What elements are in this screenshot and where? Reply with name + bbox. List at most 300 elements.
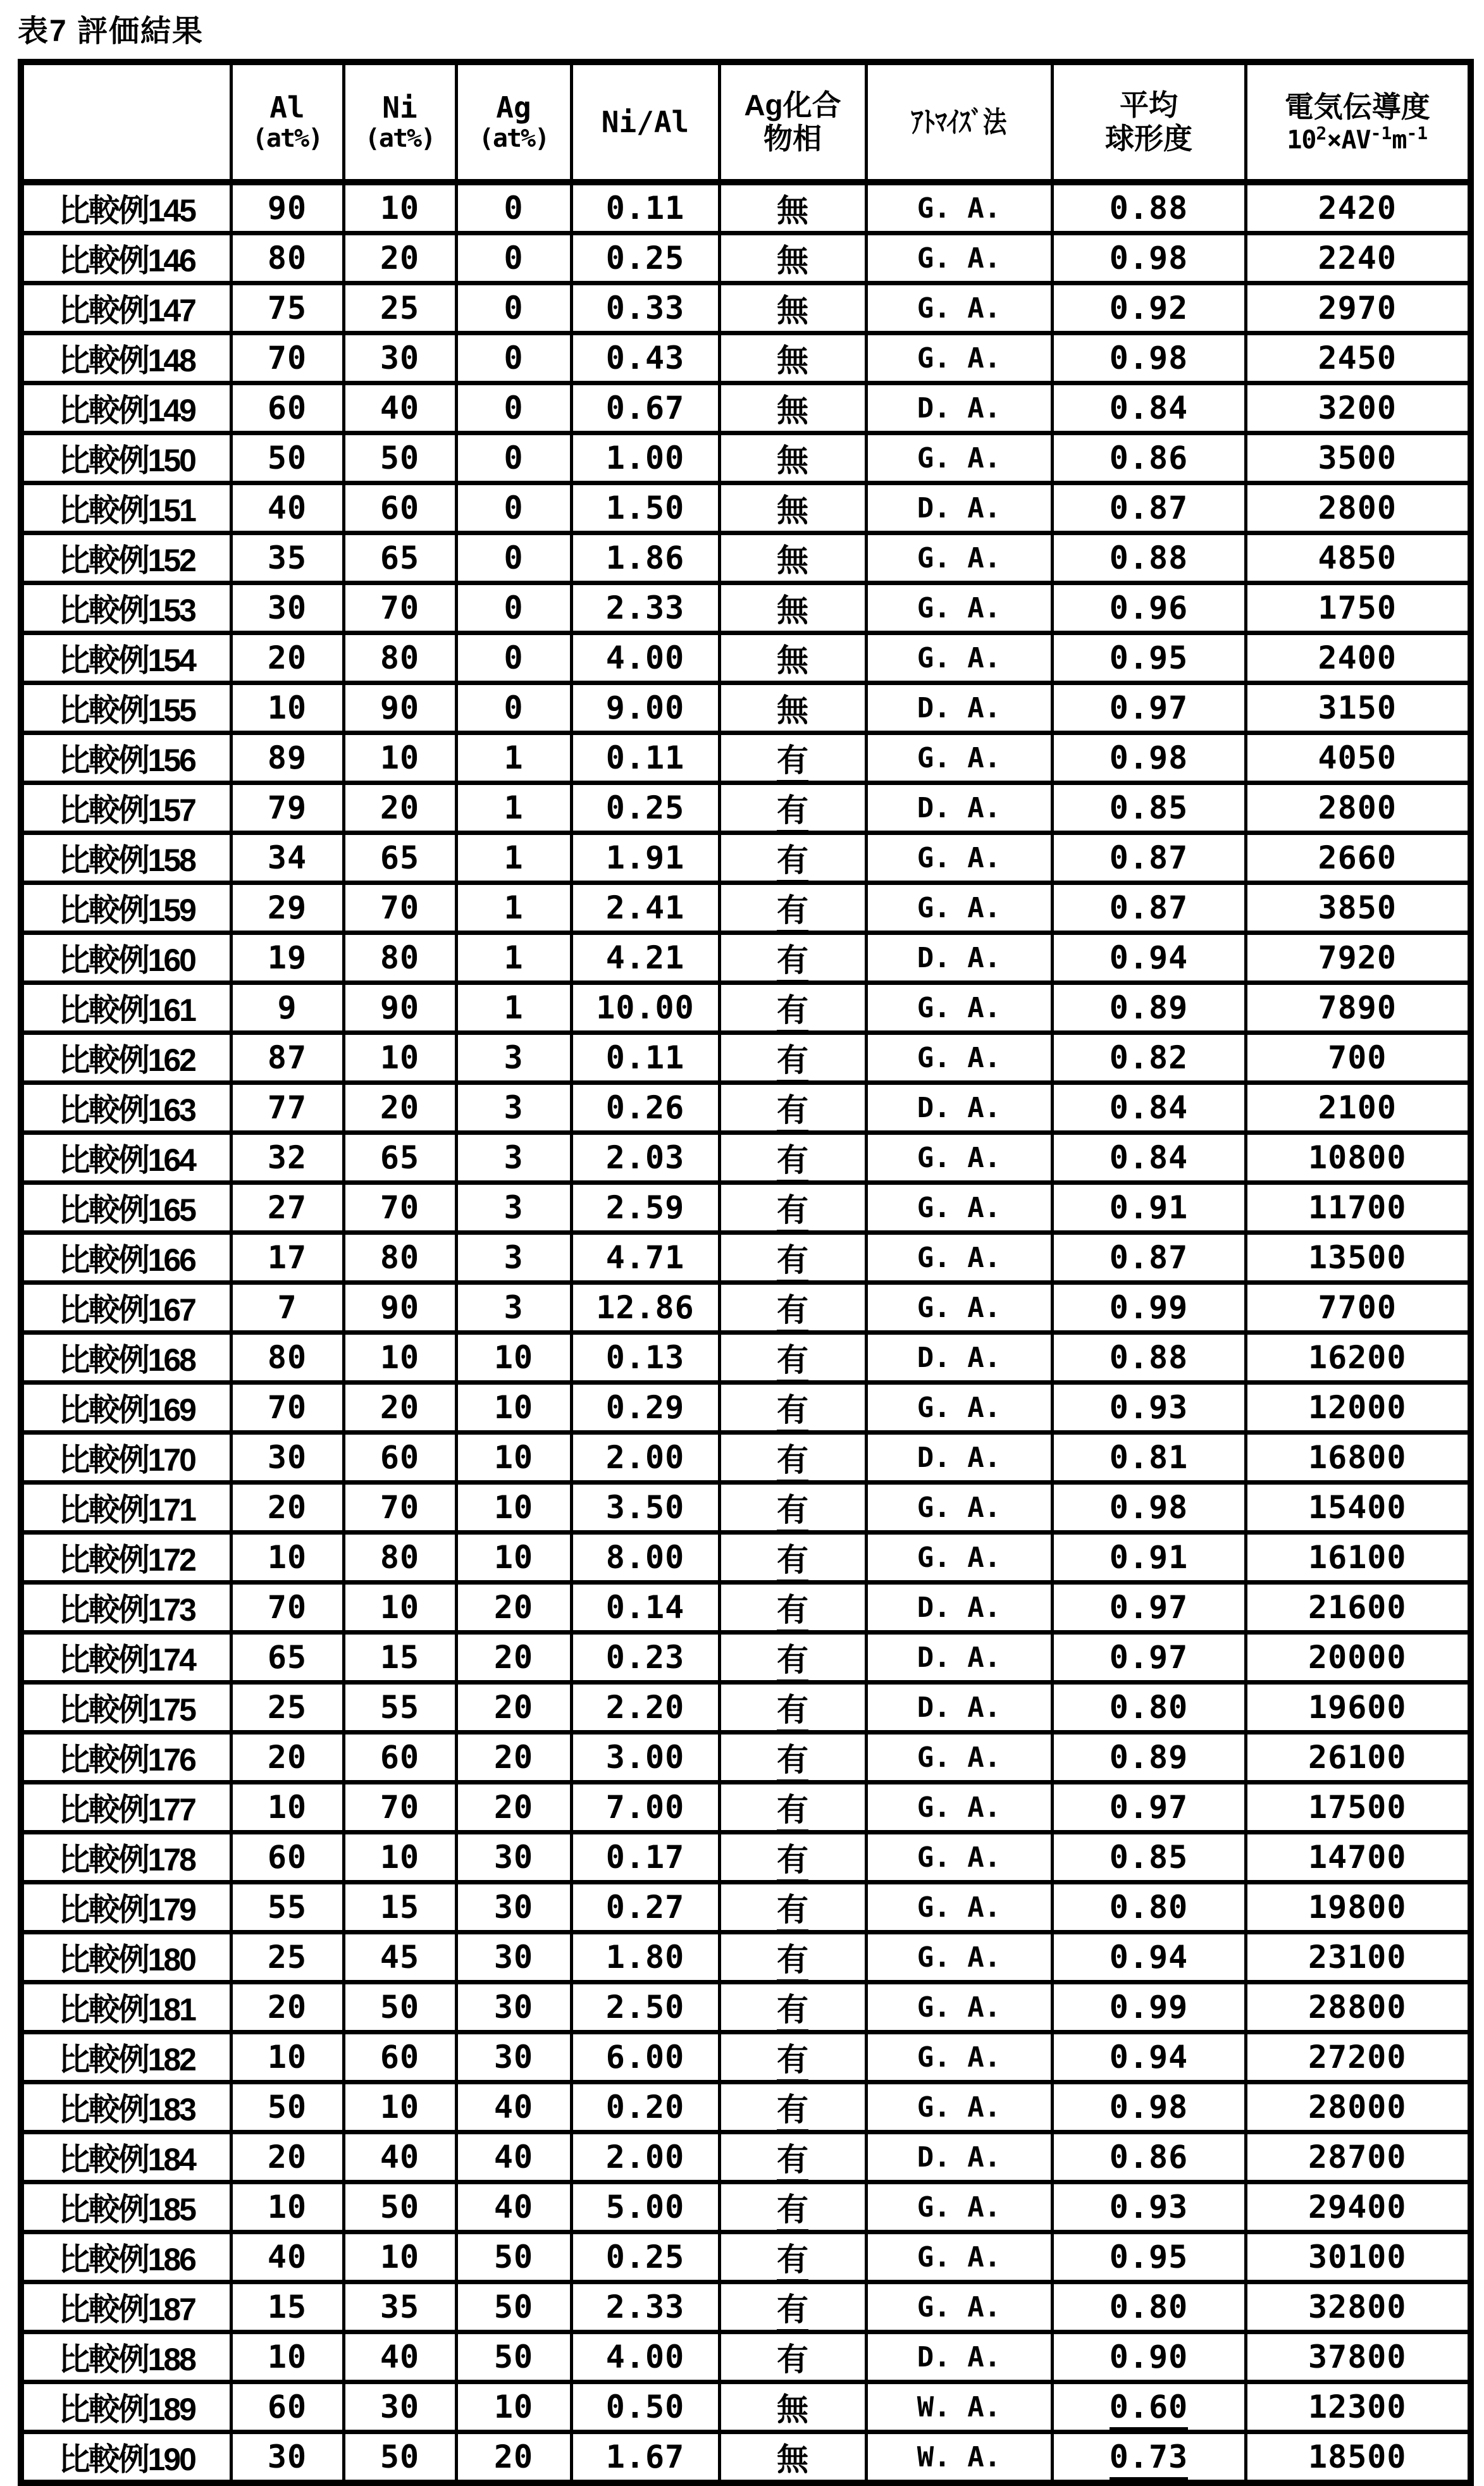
cell-sphericity: 0.85 [1052,783,1246,833]
cell-sphericity: 0.87 [1052,833,1246,883]
cell-ni-al: 8.00 [571,1533,719,1583]
cell-ni: 70 [343,883,456,933]
cell-sphericity: 0.97 [1052,1583,1246,1633]
cell-phase: 有 [719,1583,866,1633]
cell-phase: 無 [719,182,866,233]
cell-conductivity: 3200 [1246,383,1471,433]
table-row [21,383,1471,433]
cell-phase: 有 [719,2182,866,2232]
cell-sphericity: 0.60 [1052,2382,1246,2432]
cell-al: 79 [231,783,343,833]
cell-sphericity: 0.84 [1052,383,1246,433]
cell-sphericity: 0.94 [1052,2032,1246,2082]
cell-ag: 50 [456,2232,571,2282]
cell-ag: 3 [456,1083,571,1133]
cell-method: G. A. [866,1383,1052,1433]
cell-phase: 有 [719,1433,866,1483]
cell-ni-al: 5.00 [571,2182,719,2232]
cell-sphericity: 0.96 [1052,583,1246,633]
cell-ag: 3 [456,1283,571,1333]
cell-ni-al: 0.14 [571,1583,719,1633]
table-row [21,2082,1471,2132]
cell-label: 比較例169 [21,1383,231,1433]
cell-ni-al: 2.33 [571,2282,719,2332]
cell-phase: 有 [719,2032,866,2082]
cell-method: D. A. [866,383,1052,433]
table-row [21,1733,1471,1783]
cell-label: 比較例176 [21,1733,231,1783]
cell-al: 32 [231,1133,343,1183]
cell-ni: 10 [343,1333,456,1383]
cell-sphericity: 0.91 [1052,1533,1246,1583]
cell-ni-al: 2.59 [571,1183,719,1233]
cell-conductivity: 29400 [1246,2182,1471,2232]
cell-phase: 無 [719,2432,866,2483]
cell-conductivity: 16200 [1246,1333,1471,1383]
cell-phase: 有 [719,783,866,833]
cell-conductivity: 20000 [1246,1633,1471,1683]
cell-phase: 有 [719,2282,866,2332]
table-row [21,933,1471,983]
cell-method: G. A. [866,733,1052,783]
table-row [21,1633,1471,1683]
cell-ni-al: 0.11 [571,182,719,233]
cell-al: 7 [231,1283,343,1333]
cell-conductivity: 21600 [1246,1583,1471,1633]
cell-conductivity: 28000 [1246,2082,1471,2132]
cell-conductivity: 3500 [1246,433,1471,483]
cell-ni: 45 [343,1933,456,1982]
cell-ni-al: 0.43 [571,333,719,383]
cell-conductivity: 12000 [1246,1383,1471,1433]
cell-ni: 90 [343,983,456,1033]
cell-ni: 80 [343,933,456,983]
cell-method: D. A. [866,783,1052,833]
cell-al: 20 [231,1982,343,2032]
cell-sphericity: 0.80 [1052,2282,1246,2332]
cell-ag: 0 [456,483,571,533]
cell-phase: 有 [719,933,866,983]
table-row [21,2232,1471,2282]
cell-label: 比較例150 [21,433,231,483]
cell-label: 比較例179 [21,1883,231,1933]
cell-al: 89 [231,733,343,783]
cell-conductivity: 7890 [1246,983,1471,1033]
cell-method: W. A. [866,2382,1052,2432]
cell-sphericity: 0.94 [1052,1933,1246,1982]
cell-ag: 0 [456,433,571,483]
cell-ni: 40 [343,2132,456,2182]
cell-ag: 30 [456,1982,571,2032]
table-row [21,433,1471,483]
cell-sphericity: 0.85 [1052,1833,1246,1883]
cell-phase: 有 [719,1133,866,1183]
cell-ni: 40 [343,2332,456,2382]
cell-ni-al: 4.00 [571,2332,719,2382]
cell-conductivity: 7700 [1246,1283,1471,1333]
cell-ni-al: 0.25 [571,783,719,833]
cell-al: 30 [231,1433,343,1483]
cell-method: D. A. [866,1683,1052,1733]
cell-ag: 0 [456,233,571,283]
table-row [21,1583,1471,1633]
cell-conductivity: 2450 [1246,333,1471,383]
cell-ni-al: 0.50 [571,2382,719,2432]
table-row [21,983,1471,1033]
cell-label: 比較例177 [21,1783,231,1833]
cell-conductivity: 17500 [1246,1783,1471,1833]
cell-label: 比較例184 [21,2132,231,2182]
cell-phase: 有 [719,883,866,933]
cell-label: 比較例170 [21,1433,231,1483]
cell-ni-al: 0.25 [571,233,719,283]
cell-label: 比較例154 [21,633,231,683]
cell-phase: 無 [719,283,866,333]
cell-conductivity: 16800 [1246,1433,1471,1483]
cell-method: G. A. [866,1033,1052,1083]
cell-label: 比較例172 [21,1533,231,1583]
cell-method: G. A. [866,283,1052,333]
cell-ag: 10 [456,1383,571,1433]
table-row [21,833,1471,883]
cell-method: D. A. [866,2132,1052,2182]
cell-ag: 0 [456,182,571,233]
cell-method: G. A. [866,1982,1052,2032]
cell-ni: 80 [343,1533,456,1583]
cell-phase: 有 [719,1933,866,1982]
table-row [21,1283,1471,1333]
cell-al: 20 [231,1483,343,1533]
cell-ni: 10 [343,182,456,233]
table-row [21,1183,1471,1233]
cell-ni: 10 [343,1583,456,1633]
cell-al: 40 [231,2232,343,2282]
cell-label: 比較例165 [21,1183,231,1233]
cell-method: D. A. [866,2332,1052,2382]
cell-al: 50 [231,2082,343,2132]
cell-sphericity: 0.95 [1052,633,1246,683]
cell-phase: 有 [719,1483,866,1533]
table-row [21,1533,1471,1583]
cell-phase: 有 [719,833,866,883]
cell-al: 40 [231,483,343,533]
cell-conductivity: 13500 [1246,1233,1471,1283]
cell-method: D. A. [866,683,1052,733]
cell-ag: 20 [456,1633,571,1683]
cell-phase: 無 [719,433,866,483]
cell-phase: 有 [719,1633,866,1683]
cell-conductivity: 23100 [1246,1933,1471,1982]
cell-phase: 有 [719,1833,866,1883]
cell-ni: 55 [343,1683,456,1733]
cell-method: G. A. [866,2032,1052,2082]
cell-ni-al: 0.20 [571,2082,719,2132]
cell-sphericity: 0.99 [1052,1982,1246,2032]
cell-ni: 10 [343,1033,456,1083]
cell-method: D. A. [866,483,1052,533]
cell-al: 19 [231,933,343,983]
cell-ag: 30 [456,1883,571,1933]
cell-ag: 10 [456,1533,571,1583]
cell-ni-al: 0.11 [571,733,719,783]
cell-sphericity: 0.98 [1052,1483,1246,1533]
cell-conductivity: 37800 [1246,2332,1471,2382]
cell-method: G. A. [866,1783,1052,1833]
table-row [21,2132,1471,2182]
cell-al: 25 [231,1933,343,1982]
cell-ni-al: 0.29 [571,1383,719,1433]
cell-ni: 60 [343,1733,456,1783]
cell-phase: 有 [719,1383,866,1433]
cell-method: G. A. [866,1133,1052,1183]
cell-label: 比較例153 [21,583,231,633]
table-row [21,733,1471,783]
cell-ag: 10 [456,1333,571,1383]
cell-label: 比較例164 [21,1133,231,1183]
cell-al: 55 [231,1883,343,1933]
cell-ni-al: 2.03 [571,1133,719,1183]
cell-phase: 有 [719,1783,866,1833]
cell-al: 50 [231,433,343,483]
table-row [21,182,1471,233]
cell-ni-al: 6.00 [571,2032,719,2082]
cell-conductivity: 32800 [1246,2282,1471,2332]
cell-method: G. A. [866,1883,1052,1933]
table-row [21,1982,1471,2032]
table-row [21,1083,1471,1133]
cell-phase: 有 [719,1283,866,1333]
cell-phase: 有 [719,1883,866,1933]
cell-method: G. A. [866,1833,1052,1883]
table-row [21,1233,1471,1283]
cell-ni-al: 4.71 [571,1233,719,1283]
cell-ni: 50 [343,433,456,483]
cell-label: 比較例190 [21,2432,231,2483]
cell-label: 比較例168 [21,1333,231,1383]
cell-label: 比較例167 [21,1283,231,1333]
cell-conductivity: 11700 [1246,1183,1471,1233]
cell-conductivity: 2240 [1246,233,1471,283]
cell-al: 30 [231,2432,343,2483]
cell-ni: 70 [343,1483,456,1533]
cell-ni: 80 [343,1233,456,1283]
cell-label: 比較例187 [21,2282,231,2332]
cell-ag: 0 [456,583,571,633]
cell-label: 比較例149 [21,383,231,433]
cell-conductivity: 30100 [1246,2232,1471,2282]
cell-method: D. A. [866,1433,1052,1483]
header-blank [21,62,231,182]
cell-ni: 50 [343,2182,456,2232]
cell-label: 比較例183 [21,2082,231,2132]
cell-method: G. A. [866,1183,1052,1233]
cell-conductivity: 7920 [1246,933,1471,983]
cell-ag: 10 [456,1433,571,1483]
cell-method: G. A. [866,883,1052,933]
cell-ni: 20 [343,233,456,283]
cell-ni-al: 4.21 [571,933,719,983]
cell-ag: 3 [456,1233,571,1283]
document-page [18,6,1468,2486]
table-row [21,1933,1471,1982]
cell-ni: 90 [343,1283,456,1333]
cell-phase: 有 [719,1183,866,1233]
cell-ni: 40 [343,383,456,433]
cell-sphericity: 0.92 [1052,283,1246,333]
cell-method: G. A. [866,1233,1052,1283]
cell-ag: 20 [456,1583,571,1633]
cell-ni: 15 [343,1883,456,1933]
cell-ni: 60 [343,1433,456,1483]
cell-label: 比較例158 [21,833,231,883]
cell-ni: 60 [343,2032,456,2082]
cell-al: 60 [231,383,343,433]
cell-al: 60 [231,2382,343,2432]
cell-ag: 40 [456,2182,571,2232]
table-row [21,683,1471,733]
cell-ni: 30 [343,2382,456,2432]
cell-conductivity: 28700 [1246,2132,1471,2182]
cell-label: 比較例189 [21,2382,231,2432]
cell-conductivity: 2800 [1246,483,1471,533]
cell-conductivity: 4850 [1246,533,1471,583]
cell-ag: 20 [456,1783,571,1833]
cell-method: G. A. [866,2182,1052,2232]
cell-phase: 無 [719,383,866,433]
cell-ni-al: 3.00 [571,1733,719,1783]
cell-ag: 3 [456,1133,571,1183]
cell-ag: 30 [456,1933,571,1982]
cell-sphericity: 0.97 [1052,1633,1246,1683]
cell-ni: 10 [343,2082,456,2132]
cell-ni-al: 2.20 [571,1683,719,1733]
cell-sphericity: 0.98 [1052,2082,1246,2132]
cell-sphericity: 0.98 [1052,733,1246,783]
cell-conductivity: 2970 [1246,283,1471,333]
cell-phase: 無 [719,333,866,383]
table-row [21,1433,1471,1483]
cell-al: 30 [231,583,343,633]
table-row [21,783,1471,833]
cell-phase: 有 [719,1683,866,1733]
cell-phase: 有 [719,2232,866,2282]
cell-label: 比較例157 [21,783,231,833]
cell-al: 20 [231,633,343,683]
cell-ag: 3 [456,1183,571,1233]
cell-method: G. A. [866,633,1052,683]
cell-label: 比較例148 [21,333,231,383]
cell-method: G. A. [866,1483,1052,1533]
cell-ni-al: 0.17 [571,1833,719,1883]
cell-conductivity: 4050 [1246,733,1471,783]
cell-sphericity: 0.97 [1052,1783,1246,1833]
cell-ag: 40 [456,2082,571,2132]
table-row [21,1783,1471,1833]
cell-ni: 20 [343,1383,456,1433]
cell-method: G. A. [866,583,1052,633]
cell-ni-al: 0.27 [571,1883,719,1933]
header-ni: Ni (at%) [343,62,456,182]
cell-conductivity: 19800 [1246,1883,1471,1933]
cell-ni-al: 9.00 [571,683,719,733]
cell-sphericity: 0.93 [1052,1383,1246,1433]
cell-phase: 有 [719,983,866,1033]
table-row [21,2332,1471,2382]
cell-ag: 50 [456,2282,571,2332]
cell-method: G. A. [866,2232,1052,2282]
table-row [21,333,1471,383]
cell-sphericity: 0.95 [1052,2232,1246,2282]
table-row [21,2382,1471,2432]
cell-ni: 10 [343,2232,456,2282]
cell-method: W. A. [866,2432,1052,2483]
cell-al: 10 [231,1783,343,1833]
cell-ni: 30 [343,333,456,383]
cell-al: 10 [231,2032,343,2082]
cell-ni-al: 0.25 [571,2232,719,2282]
table-row [21,1683,1471,1733]
cell-ag: 10 [456,1483,571,1533]
cell-label: 比較例162 [21,1033,231,1083]
cell-ni-al: 1.00 [571,433,719,483]
cell-conductivity: 700 [1246,1033,1471,1083]
cell-conductivity: 16100 [1246,1533,1471,1583]
cell-ni-al: 2.00 [571,1433,719,1483]
cell-al: 10 [231,1533,343,1583]
cell-al: 75 [231,283,343,333]
cell-sphericity: 0.89 [1052,983,1246,1033]
cell-ag: 30 [456,1833,571,1883]
cell-sphericity: 0.87 [1052,1233,1246,1283]
cell-conductivity: 19600 [1246,1683,1471,1733]
cell-phase: 無 [719,233,866,283]
cell-ag: 0 [456,683,571,733]
cell-ag: 1 [456,883,571,933]
table-row [21,283,1471,333]
cell-sphericity: 0.84 [1052,1133,1246,1183]
table-row [21,583,1471,633]
cell-ag: 1 [456,933,571,983]
cell-ag: 40 [456,2132,571,2182]
cell-conductivity: 14700 [1246,1833,1471,1883]
cell-ni: 35 [343,2282,456,2332]
cell-conductivity: 2660 [1246,833,1471,883]
cell-label: 比較例173 [21,1583,231,1633]
cell-conductivity: 26100 [1246,1733,1471,1783]
cell-method: D. A. [866,1333,1052,1383]
cell-ni-al: 2.50 [571,1982,719,2032]
cell-conductivity: 10800 [1246,1133,1471,1183]
cell-label: 比較例186 [21,2232,231,2282]
cell-ag: 20 [456,1733,571,1783]
cell-label: 比較例175 [21,1683,231,1733]
cell-ni: 50 [343,2432,456,2483]
cell-al: 90 [231,182,343,233]
cell-ni: 10 [343,733,456,783]
cell-ni-al: 0.33 [571,283,719,333]
cell-al: 15 [231,2282,343,2332]
cell-ni-al: 0.11 [571,1033,719,1083]
cell-ni: 70 [343,583,456,633]
cell-sphericity: 0.84 [1052,1083,1246,1133]
cell-al: 10 [231,2332,343,2382]
cell-ni: 50 [343,1982,456,2032]
cell-al: 70 [231,1383,343,1433]
cell-label: 比較例178 [21,1833,231,1883]
cell-method: G. A. [866,182,1052,233]
cell-al: 87 [231,1033,343,1083]
table-row [21,2432,1471,2483]
